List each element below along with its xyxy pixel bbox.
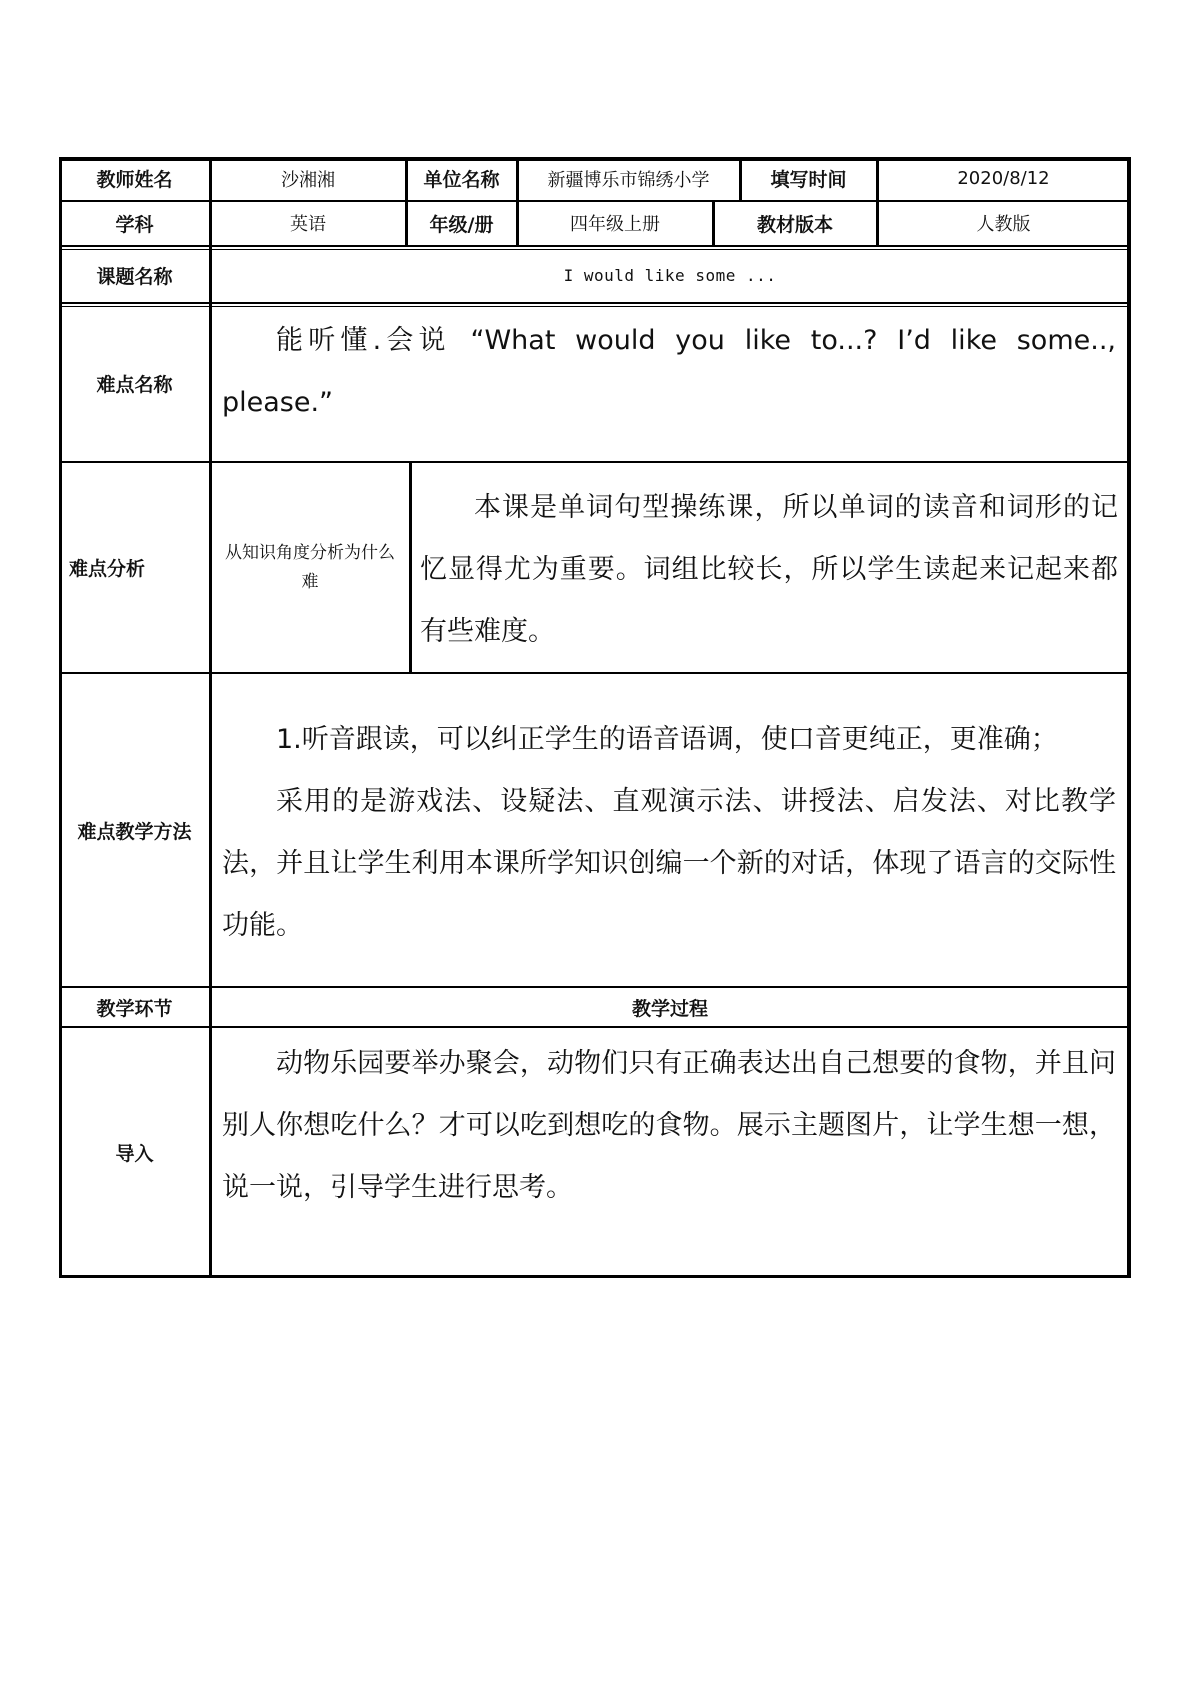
stage-header: 教学环节 <box>96 997 173 1020</box>
rule-row4 <box>59 461 1130 463</box>
intro-text-block <box>210 1033 1130 1219</box>
rule-row3-a <box>59 302 1130 304</box>
unit-label: 单位名称 <box>423 169 500 191</box>
rule-row3-b <box>59 306 1130 307</box>
rule-row1 <box>59 200 1130 202</box>
rule-analysis-divider <box>409 462 412 673</box>
process-header: 教学过程 <box>631 997 708 1020</box>
grade-value: 四年级上册 <box>570 214 660 235</box>
analysis-text: 本课是单词句型操练课，所以单词的读音和词形的记忆显得尤为重要。词组比较长，所以学生读起来记起来都有些难度。 <box>420 492 1118 647</box>
teacher-name-label: 教师姓名 <box>96 169 173 191</box>
rule-row5 <box>59 672 1130 674</box>
lesson-title-label: 课题名称 <box>96 265 173 288</box>
unit-value: 新疆博乐市锦绣小学 <box>547 169 710 191</box>
subject-label: 学科 <box>115 213 154 236</box>
border-bottom <box>59 1275 1130 1278</box>
method-paragraph-2: 采用的是游戏法、设疑法、直观演示法、讲授法、启发法、对比教学法，并且让学生利用本课所学知识创编一个新的对话，体现了语言的交际性功能。 <box>222 786 1116 941</box>
lesson-title-value: I would like some ... <box>563 265 777 285</box>
intro-text: 动物乐园要举办聚会，动物们只有正确表达出自己想要的食物，并且问别人你想吃什么？才可以吃到想吃的食物。展示主题图片，让学生想一想，说一说，引导学生进行思考。 <box>222 1048 1116 1203</box>
method-label: 难点教学方法 <box>77 820 192 843</box>
difficulty-label: 难点名称 <box>96 373 173 396</box>
analysis-text-block <box>410 477 1130 663</box>
grade-label: 年级/册 <box>429 213 494 236</box>
intro-label: 导入 <box>115 1143 154 1165</box>
rule-col1 <box>209 157 212 1278</box>
rule-col4-row2 <box>712 200 715 246</box>
rule-row2-a <box>59 245 1130 247</box>
date-value: 2020/8/12 <box>957 168 1050 189</box>
border-right <box>1127 157 1131 1278</box>
method-paragraph-1: 1.听音跟读，可以纠正学生的语音语调，使口音更纯正，更准确； <box>276 724 1058 755</box>
analysis-sub-label: 从知识角度分析为什么难 <box>225 542 395 592</box>
analysis-label: 难点分析 <box>69 558 146 580</box>
rule-row7 <box>59 1026 1130 1028</box>
date-label: 填写时间 <box>770 169 847 191</box>
edition-label: 教材版本 <box>756 213 833 236</box>
rule-row2-b <box>59 249 1130 250</box>
difficulty-text: 能听懂.会说 “What would you like to...? I’d like some.., please.” <box>222 325 1116 418</box>
rule-col3 <box>516 157 519 246</box>
method-text-block <box>210 709 1130 957</box>
rule-col2 <box>405 157 408 246</box>
lesson-plan-table <box>59 157 1130 1278</box>
rule-col5 <box>876 157 879 246</box>
border-left <box>59 157 62 1278</box>
border-top <box>59 157 1130 161</box>
teacher-name-value: 沙湘湘 <box>281 169 335 191</box>
subject-value: 英语 <box>290 214 326 235</box>
edition-value: 人教版 <box>976 214 1031 235</box>
rule-col4-row1 <box>739 157 742 200</box>
rule-row6 <box>59 986 1130 988</box>
difficulty-text-block <box>210 310 1130 434</box>
